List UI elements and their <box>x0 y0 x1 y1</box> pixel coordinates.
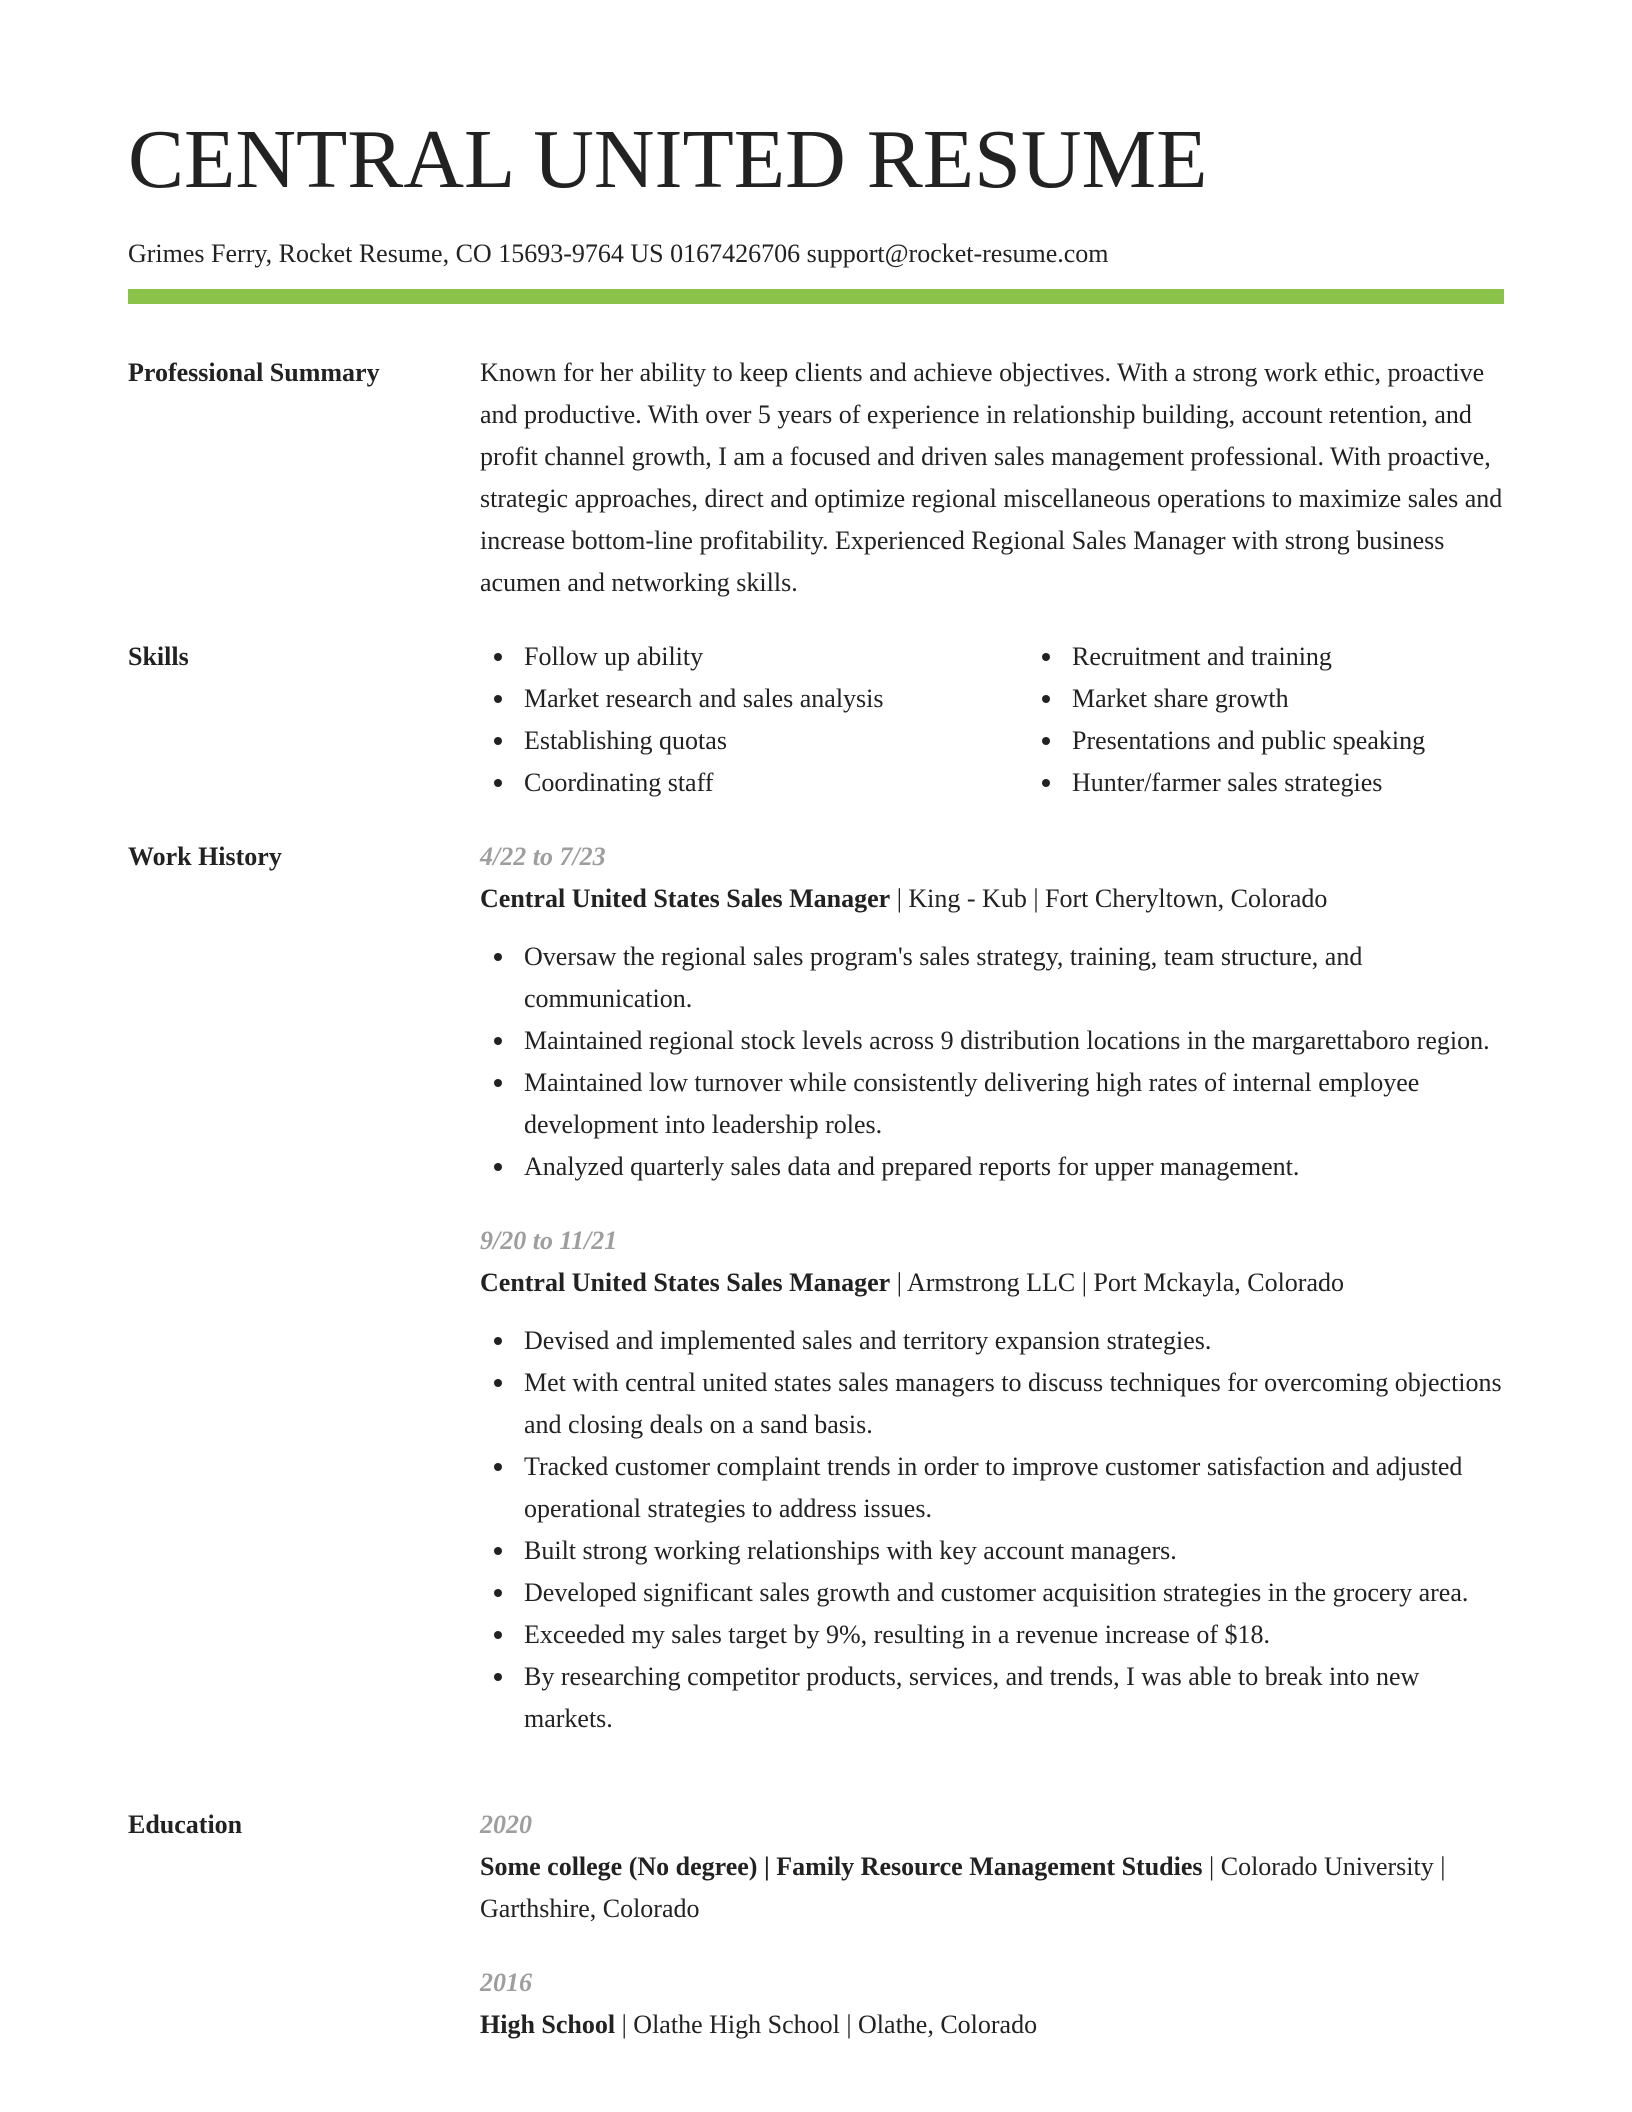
education-heading <box>480 2004 1504 2046</box>
education-date: 2016 <box>480 1968 532 1998</box>
job-heading <box>480 878 1504 920</box>
skill-item: Market share growth <box>1072 678 1576 720</box>
job-entry <box>480 1220 1504 1740</box>
job-title: Central United States Sales Manager <box>480 884 891 914</box>
skills-label: Skills <box>128 642 189 672</box>
job-details: | King - Kub | Fort Cheryltown, Colorado <box>890 884 1328 914</box>
job-bullet: Developed significant sales growth and customer acquisition strategies in the grocery area. <box>524 1572 1504 1614</box>
skill-item: Recruitment and training <box>1072 636 1576 678</box>
resume-page <box>128 113 1504 2078</box>
job-date: 4/22 to 7/23 <box>480 842 606 872</box>
skill-item: Establishing quotas <box>524 720 1028 762</box>
education-date: 2020 <box>480 1810 532 1840</box>
skill-item: Follow up ability <box>524 636 1028 678</box>
job-bullets <box>480 1320 1504 1740</box>
job-bullet: Devised and implemented sales and territory expansion strategies. <box>524 1320 1504 1362</box>
job-bullet: By researching competitor products, services, and trends, I was able to break into new markets. <box>524 1656 1504 1740</box>
job-details: | Armstrong LLC | Port Mckayla, Colorado <box>890 1268 1344 1298</box>
skill-item: Market research and sales analysis <box>524 678 1028 720</box>
skills-column-left <box>480 636 1028 804</box>
skill-item: Presentations and public speaking <box>1072 720 1576 762</box>
job-bullet: Built strong working relationships with key account managers. <box>524 1530 1504 1572</box>
skill-item: Coordinating staff <box>524 762 1028 804</box>
job-bullets <box>480 936 1504 1188</box>
skills-section <box>128 636 1504 804</box>
job-bullet: Analyzed quarterly sales data and prepared reports for upper management. <box>524 1146 1504 1188</box>
education-entry <box>480 1804 1504 1930</box>
summary-section <box>128 352 1504 604</box>
skill-item: Hunter/farmer sales strategies <box>1072 762 1576 804</box>
education-title: High School <box>480 2010 616 2040</box>
resume-name: CENTRAL UNITED RESUME <box>128 113 1208 206</box>
job-heading <box>480 1262 1504 1304</box>
work-history-section <box>128 836 1504 1772</box>
work-history-body <box>480 836 1504 1772</box>
job-bullet: Maintained regional stock levels across 9 distribution locations in the margarettaboro region. <box>524 1020 1504 1062</box>
job-bullet: Tracked customer complaint trends in order to improve customer satisfaction and adjusted operational strategies to address issues. <box>524 1446 1504 1530</box>
job-bullet: Oversaw the regional sales program's sales strategy, training, team structure, and communication. <box>524 936 1504 1020</box>
education-label: Education <box>128 1810 243 1840</box>
education-heading <box>480 1846 1504 1930</box>
job-date: 9/20 to 11/21 <box>480 1226 618 1256</box>
job-bullet: Met with central united states sales managers to discuss techniques for overcoming objections and closing deals on a sand basis. <box>524 1362 1504 1446</box>
education-section <box>128 1804 1504 2078</box>
work-history-label: Work History <box>128 842 282 872</box>
header-divider <box>128 289 1504 304</box>
job-bullet: Maintained low turnover while consistently delivering high rates of internal employee development into leadership roles. <box>524 1062 1504 1146</box>
education-body <box>480 1804 1504 2078</box>
summary-label: Professional Summary <box>128 358 380 388</box>
job-bullet: Exceeded my sales target by 9%, resulting in a revenue increase of $18. <box>524 1614 1504 1656</box>
summary-text: Known for her ability to keep clients and achieve objectives. With a strong work ethic, proactive and productive. With over 5 years of experience in relationship building, account retention, and profit channel growth, I am a focused and driven sales management professional. With proactive, strategic approaches, direct and optimize regional miscellaneous operations to maximize sales and increase bottom-line profitability. Experienced Regional Sales Manager with strong business acumen and networking skills. <box>480 358 1503 598</box>
education-title: Some college (No degree) | Family Resource Management Studies <box>480 1852 1203 1882</box>
skills-list <box>480 636 1576 804</box>
education-details: | Colorado University | Garthshire, Colorado <box>480 1852 1446 1924</box>
education-details: | Olathe High School | Olathe, Colorado <box>615 2010 1038 2040</box>
skills-column-right <box>1028 636 1576 804</box>
contact-line: Grimes Ferry, Rocket Resume, CO 15693-9764 US 0167426706 support@rocket-resume.com <box>128 239 1109 268</box>
job-entry <box>480 836 1504 1188</box>
education-entry <box>480 1962 1504 2046</box>
job-title: Central United States Sales Manager <box>480 1268 891 1298</box>
